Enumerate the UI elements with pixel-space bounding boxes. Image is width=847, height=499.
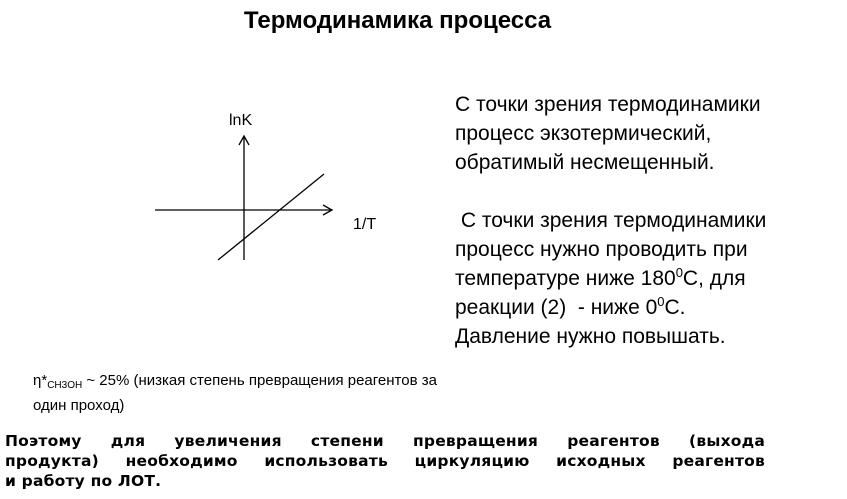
para1-line: обратимый несмещенный. xyxy=(455,151,715,174)
thermodynamics-explanation xyxy=(455,90,835,351)
conclusion-line: продукта) необходимо использовать циркуляцию исходных реагентов xyxy=(5,452,765,470)
note-line1: ~ 25% (низкая степень превращения реагентов за xyxy=(82,372,437,389)
graph-axes-svg xyxy=(150,110,390,270)
lnk-line xyxy=(218,174,324,260)
methanol-subscript: CH3OH xyxy=(47,380,83,391)
conclusion-line: и работу по ЛОТ. xyxy=(5,472,162,490)
note-line2: один проход) xyxy=(33,397,125,414)
para1-line: С точки зрения термодинамики xyxy=(455,93,761,116)
conversion-note xyxy=(33,371,533,416)
para2-line-reaction: реакции (2) - ниже $0^0С$. xyxy=(455,294,686,319)
para2-line: Давление нужно повышать. xyxy=(455,325,726,348)
slide-title: Термодинамика процесса xyxy=(243,7,552,34)
y-axis-label: lnK xyxy=(229,112,253,129)
para2-line: С точки зрения термодинамики xyxy=(455,209,767,232)
conclusion-line: Поэтому для увеличения степени превращения реагентов (выхода xyxy=(5,432,765,450)
eta-symbol: η* xyxy=(33,372,48,389)
para2-line: процесс нужно проводить при xyxy=(455,238,748,261)
conclusion-text xyxy=(5,431,765,491)
lnk-vs-inverse-t-graph xyxy=(150,110,390,270)
x-axis-label: 1/T xyxy=(353,216,377,233)
para1-line: процесс экзотермический, xyxy=(455,122,712,145)
para2-line-temperature: температуре ниже $180^0С$, для xyxy=(455,265,746,290)
